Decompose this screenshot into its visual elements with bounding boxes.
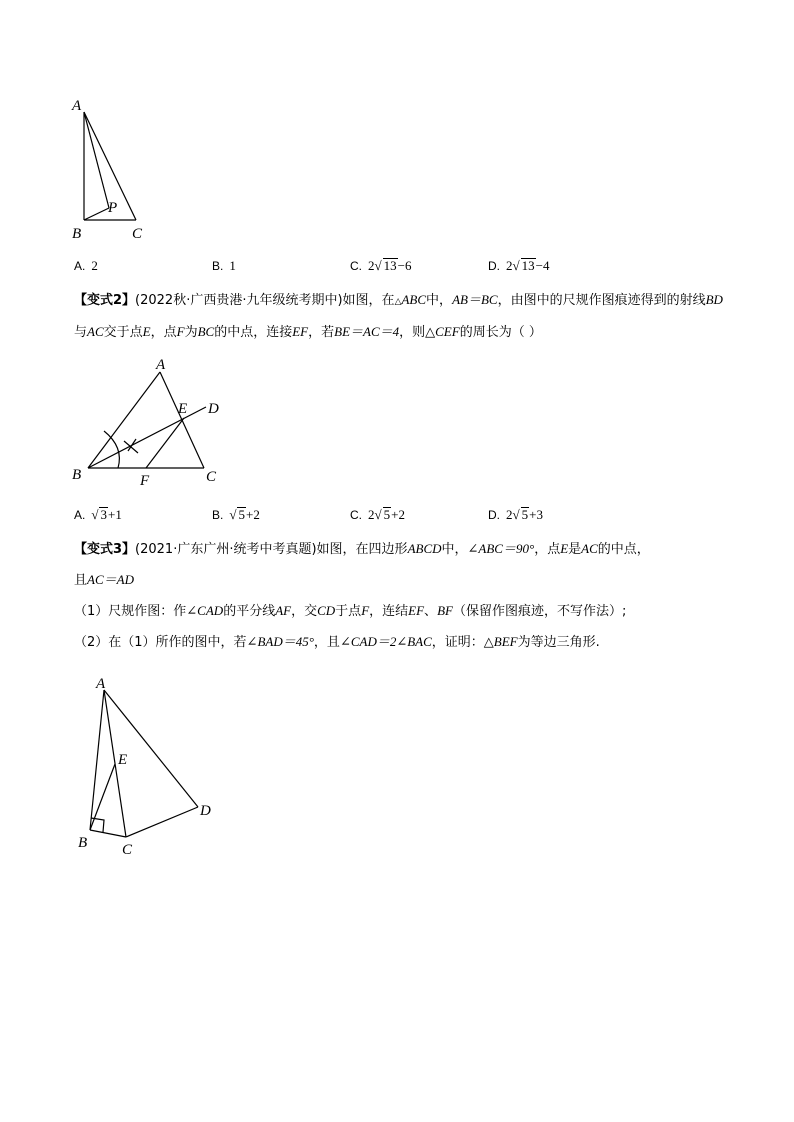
- label-A: A: [156, 357, 166, 373]
- q1-option-b[interactable]: B. 1: [212, 258, 236, 273]
- variant-3-part-1: （1）尺规作图：作∠CAD的平分线AF，交CD于点F，连结EF、BF（保留作图痕迹，不写作法）;: [74, 603, 627, 619]
- segment-BP: [84, 208, 109, 220]
- segment-AD: [104, 690, 198, 807]
- variant-2-question: 【变式2】(2022秋·广西贵港·九年级统考期中)如图，在△ABC中，AB＝BC，由图中的尺规作图痕迹得到的射线BD与AC交于点E，点F为BC的中点，连接EF，若BE＝AC＝4，则△CEF的周长为（ ）: [74, 292, 723, 340]
- q1-option-c[interactable]: C. 2√ 13−6: [350, 258, 412, 273]
- q2-option-c[interactable]: C. 2√ 5+2: [350, 507, 405, 522]
- q1-option-a[interactable]: A. 2: [74, 258, 98, 273]
- label-B: B: [72, 226, 82, 242]
- segment-CD: [126, 807, 198, 837]
- figure-2-construction: [66, 355, 236, 490]
- label-A: A: [72, 98, 82, 114]
- segment-AB: [88, 372, 160, 468]
- label-A: A: [96, 676, 106, 692]
- label-D: D: [200, 803, 211, 819]
- label-D: D: [208, 401, 219, 417]
- label-C: C: [206, 469, 217, 485]
- segment-AP: [84, 112, 109, 208]
- label-C: C: [132, 226, 143, 242]
- right-angle-mark: [91, 818, 104, 832]
- segment-AB: [90, 690, 104, 830]
- arc-cross: [124, 439, 138, 453]
- label-P: P: [108, 200, 118, 216]
- segment-BC: [90, 830, 126, 837]
- label-E: E: [178, 401, 188, 417]
- label-C: C: [122, 842, 133, 858]
- ray-BD: [88, 407, 206, 468]
- variant-3-part-2: （2）在（1）所作的图中，若∠BAD＝45°，且∠CAD＝2∠BAC，证明：△BEF为等边三角形.: [74, 634, 600, 650]
- q1-option-d[interactable]: D. 2√ 13−4: [488, 258, 550, 273]
- label-F: F: [140, 473, 150, 489]
- figure-1-triangle: [60, 90, 180, 240]
- segment-EF: [146, 418, 184, 468]
- variant-3-question: 【变式3】(2021·广东广州·统考中考真题)如图，在四边形ABCD中，∠ABC＝90°，点E是AC的中点， 且AC＝AD: [74, 541, 650, 588]
- label-B: B: [72, 467, 82, 483]
- figure-3-quadrilateral: [70, 672, 230, 862]
- label-B: B: [78, 835, 88, 851]
- q2-option-a[interactable]: A. √ 3+1: [74, 507, 122, 522]
- q2-option-d[interactable]: D. 2√ 5+3: [488, 507, 543, 522]
- label-E: E: [118, 752, 128, 768]
- q2-option-b[interactable]: B. √ 5+2: [212, 507, 260, 522]
